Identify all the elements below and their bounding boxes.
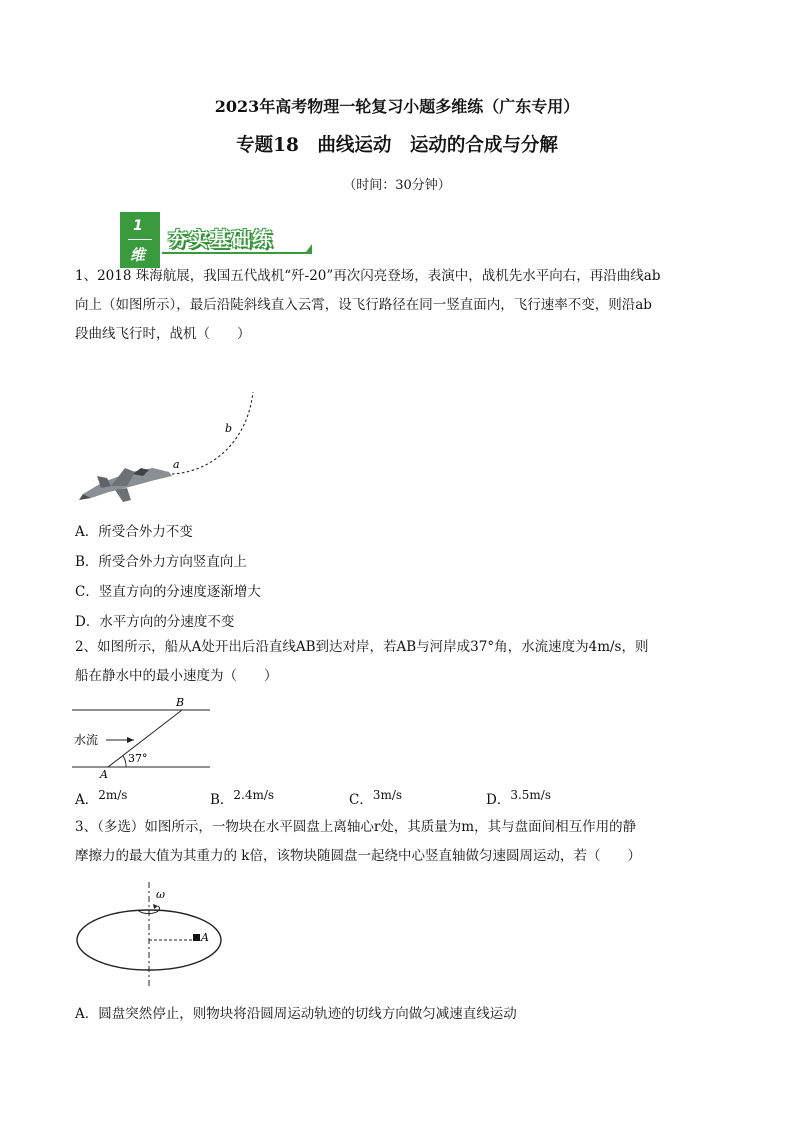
block-A — [193, 934, 200, 941]
water-flow-label: 水流 — [74, 733, 99, 747]
option-value: 2.4m/s — [233, 788, 275, 802]
question-1-option-c: C．竖直方向的分速度逐渐增大 — [75, 584, 261, 600]
question-2-figure — [70, 695, 215, 780]
angle-arc — [123, 756, 126, 767]
arrow-head-icon — [127, 737, 134, 743]
rotation-arrow-head-icon — [153, 904, 158, 909]
option-letter: A． — [75, 792, 99, 808]
label-B: B — [176, 696, 185, 709]
omega-label: ω — [156, 888, 165, 901]
question-3-text — [75, 813, 725, 871]
question-1-option-d: D．水平方向的分速度不变 — [75, 614, 235, 630]
question-2-line-2: 船在静水中的最小速度为（ ） — [75, 668, 278, 684]
badge-divider — [128, 239, 152, 240]
label-A: A — [201, 931, 209, 944]
time-limit: （时间：30分钟） — [343, 178, 451, 193]
badge-number: 1 — [133, 218, 143, 234]
question-1-line-3: 段曲线飞行时，战机（ ） — [75, 326, 251, 342]
question-1-option-b: B．所受合外力方向竖直向上 — [75, 554, 247, 570]
topic-title: 专题18 曲线运动 运动的合成与分解 — [236, 135, 558, 156]
option-letter: B． — [210, 792, 234, 808]
question-2-line-1: 2、如图所示，船从A处开出后沿直线AB到达对岸，若AB与河岸成37°角，水流速度为4m/s，则 — [75, 639, 649, 655]
section-badge — [120, 212, 160, 268]
question-3-figure — [72, 880, 232, 992]
option-letter: D． — [486, 792, 511, 808]
question-1-text — [75, 262, 725, 349]
label-A: A — [100, 768, 108, 780]
question-1-line-2: 向上（如图所示），最后沿陡斜线直入云霄，设飞行路径在同一竖直面内，飞行速率不变，则沿ab — [75, 297, 652, 313]
section-title: 夯实基础练 — [168, 227, 273, 251]
question-2-option-a — [75, 788, 127, 808]
angle-label: 37° — [128, 752, 148, 765]
question-3-line-2: 摩擦力的最大值为其重力的 k倍，该物块随圆盘一起绕中心竖直轴做匀速圆周运动，若（ ） — [75, 848, 641, 864]
fighter-jet-image — [79, 468, 172, 502]
question-1-option-a: A．所受合外力不变 — [75, 524, 193, 540]
flight-path — [172, 392, 253, 474]
label-a: a — [173, 458, 180, 471]
question-1-line-1: 1、2018 珠海航展，我国五代战机“歼-20”再次闪亮登场，表演中，战机先水平向右，再沿曲线ab — [75, 268, 661, 284]
question-2-text — [75, 633, 725, 691]
label-b: b — [225, 422, 233, 435]
option-letter: C． — [349, 792, 373, 808]
option-value: 3m/s — [372, 788, 403, 802]
question-2-option-b — [210, 788, 274, 808]
question-1-figure — [75, 390, 275, 505]
document-title: 2023年高考物理一轮复习小题多维练（广东专用） — [214, 97, 580, 116]
question-3-line-1: 3、（多选）如图所示，一物块在水平圆盘上离轴心r处，其质量为m，其与盘面间相互作用的静 — [75, 819, 637, 835]
question-2-option-d — [486, 788, 551, 808]
option-value: 2m/s — [98, 788, 128, 802]
banner-tick — [306, 244, 312, 252]
question-2-option-c — [349, 788, 402, 808]
option-value: 3.5m/s — [510, 788, 551, 802]
question-3-option-a: A．圆盘突然停止，则物块将沿圆周运动轨迹的切线方向做匀减速直线运动 — [75, 1006, 517, 1022]
banner-underline — [162, 252, 312, 254]
section-banner — [120, 212, 320, 268]
badge-word: 维 — [130, 246, 146, 264]
